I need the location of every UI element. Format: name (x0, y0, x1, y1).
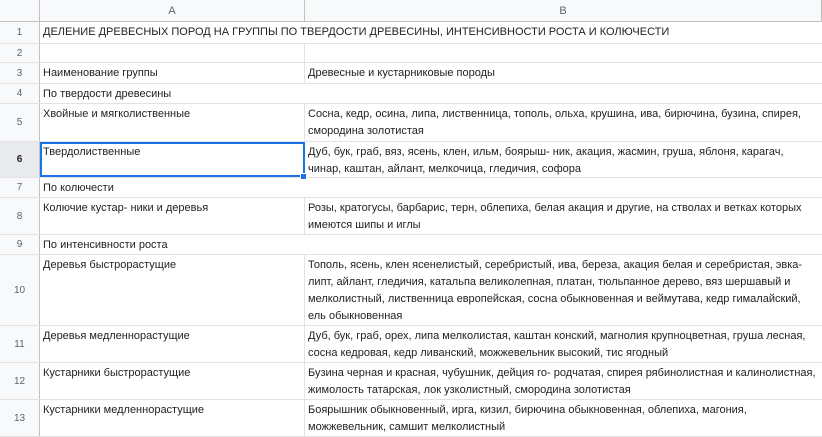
row-header[interactable]: 8 (0, 198, 40, 234)
cell-merged[interactable]: По твердости древесины (43, 88, 172, 100)
cell-a[interactable] (40, 44, 305, 62)
table-row (0, 44, 822, 63)
cell-b[interactable] (305, 44, 822, 62)
row-header[interactable]: 3 (0, 63, 40, 83)
cell-b[interactable]: Боярышник обыкновенный, ирга, кизил, бирючина обыкновенная, облепиха, магония, можжевельник, самшит мелколистный (308, 404, 747, 433)
table-row (0, 255, 822, 326)
cell-a[interactable]: Кустарники быстрорастущие (40, 363, 305, 399)
row-header[interactable]: 2 (0, 44, 40, 62)
table-row (0, 326, 822, 363)
table-row (0, 142, 822, 178)
cell-b[interactable]: Бузина черная и красная, чубушник, дейция го- родчатая, спирея рябинолистная и калинолистная, жимолость татарская, лок узколистный, смородина золотистая (308, 367, 816, 396)
row-header[interactable]: 12 (0, 363, 40, 399)
cell-b[interactable]: Древесные и кустарниковые породы (308, 67, 495, 79)
column-header-b[interactable]: B (305, 0, 822, 22)
cell-a[interactable]: Деревья быстрорастущие (40, 255, 305, 325)
cell-b[interactable]: Сосна, кедр, осина, липа, лиственница, тополь, ольха, крушина, ива, бирючина, бузина, спирея, смородина золотистая (308, 108, 801, 137)
cell-a[interactable]: Хвойные и мягколиственные (40, 104, 305, 141)
table-row (0, 84, 822, 104)
row-header[interactable]: 13 (0, 400, 40, 436)
column-header-a[interactable]: A (40, 0, 305, 22)
fill-handle[interactable] (300, 173, 307, 180)
row-header[interactable]: 11 (0, 326, 40, 362)
cell-text: Твердолиственные (43, 146, 141, 158)
cell-merged[interactable]: ДЕЛЕНИЕ ДРЕВЕСНЫХ ПОРОД НА ГРУППЫ ПО ТВЕРДОСТИ ДРЕВЕСИНЫ, ИНТЕНСИВНОСТИ РОСТА И КОЛЮЧЕСТИ (43, 26, 670, 38)
row-header[interactable]: 1 (0, 22, 40, 43)
row-header[interactable]: 7 (0, 178, 40, 197)
cell-b[interactable]: Тополь, ясень, клен ясенелистый, серебристый, ива, береза, акация белая и серебристая, эвка- липт, айлант, гледичия, катальпа великолепная, платан, тюльпанное дерево, вяз шершавый и мелколистный, лиственница европейская, сосна обыкновенная и веймутава, кедр гималайский, ель обыкновенная (308, 259, 803, 322)
cell-b[interactable]: Дуб, бук, граб, вяз, ясень, клен, ильм, боярыш- ник, акация, жасмин, груша, яблоня, карагач, чинар, каштан, айлант, мелкочица, гледичия, софора (308, 146, 784, 175)
row-header[interactable]: 4 (0, 84, 40, 103)
row-header[interactable]: 10 (0, 255, 40, 325)
cell-b[interactable]: Розы, кратогусы, барбарис, терн, облепиха, белая акация и другие, на стволах и ветках которых имеются шипы и иглы (308, 202, 802, 231)
cell-a[interactable]: Кустарники медленнорастущие (40, 400, 305, 436)
table-row (0, 104, 822, 142)
cell-a[interactable]: Деревья медленнорастущие (40, 326, 305, 362)
table-row (0, 178, 822, 198)
cell-a[interactable]: Колючие кустар- ники и деревья (40, 198, 305, 234)
table-row (0, 198, 822, 235)
row-header[interactable]: 6 (0, 142, 40, 177)
table-row (0, 235, 822, 255)
cell-merged[interactable]: По колючести (43, 182, 114, 194)
cell-b[interactable]: Дуб, бук, граб, орех, липа мелколистая, каштан конский, магнолия крупноцветная, груша лесная, сосна кедровая, кедр ливанский, можжевельник высокий, тис ягодный (308, 330, 806, 359)
cell-merged[interactable]: По интенсивности роста (43, 239, 168, 251)
select-all-corner[interactable] (0, 0, 40, 22)
table-row (0, 22, 822, 44)
row-header[interactable]: 5 (0, 104, 40, 141)
table-row (0, 363, 822, 400)
row-header[interactable]: 9 (0, 235, 40, 254)
cell-a[interactable]: Наименование группы (40, 63, 305, 83)
cell-grid (0, 22, 822, 437)
cell-a-selected[interactable] (40, 142, 305, 177)
table-row (0, 63, 822, 84)
